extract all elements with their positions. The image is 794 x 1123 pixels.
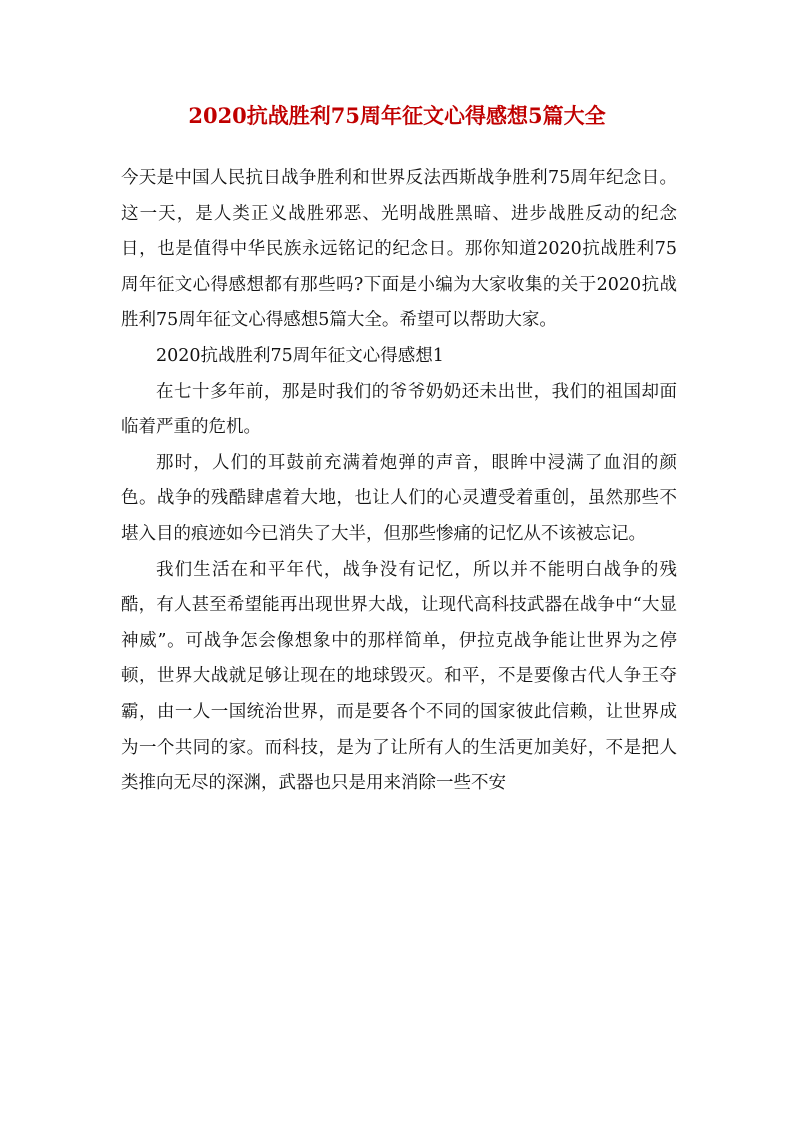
- body-paragraph-2: 那时，人们的耳鼓前充满着炮弹的声音，眼眸中浸满了血泪的颜色。战争的残酷肆虐着大地，也让人们的心灵遭受着重创，虽然那些不堪入目的痕迹如今已消失了大半，但那些惨痛的记忆从不该被忘记。: [121, 452, 677, 544]
- body-paragraph-1: 在七十多年前，那是时我们的爷爷奶奶还未出世，我们的祖国却面临着严重的危机。: [121, 381, 677, 438]
- section-heading: 2020抗战胜利75周年征文心得感想1: [156, 345, 444, 366]
- body-paragraph-3: 我们生活在和平年代，战争没有记忆，所以并不能明白战争的残酷，有人甚至希望能再出现世界大战，让现代高科技武器在战争中“大显神威”。可战争怎会像想象中的那样简单，伊拉克战争能让世界为之停顿，世界大战就足够让现在的地球毁灭。和平，不是要像古代人争王夺霸，由一人一国统治世界，而是要各个不同的国家彼此信赖，让世界成为一个共同的家。而科技，是为了让所有人的生活更加美好，不是把人类推向无尽的深渊，武器也只是用来消除一些不安: [121, 559, 677, 794]
- intro-paragraph: 今天是中国人民抗日战争胜利和世界反法西斯战争胜利75周年纪念日。这一天，是人类正义战胜邪恶、光明战胜黑暗、进步战胜反动的纪念日，也是值得中华民族永远铭记的纪念日。那你知道2020抗战胜利75周年征文心得感想都有那些吗?下面是小编为大家收集的关于2020抗战胜利75周年征文心得感想5篇大全。希望可以帮助大家。: [121, 168, 677, 331]
- document-body: [121, 161, 677, 802]
- document-title: 2020抗战胜利75周年征文心得感想5篇大全: [188, 103, 606, 128]
